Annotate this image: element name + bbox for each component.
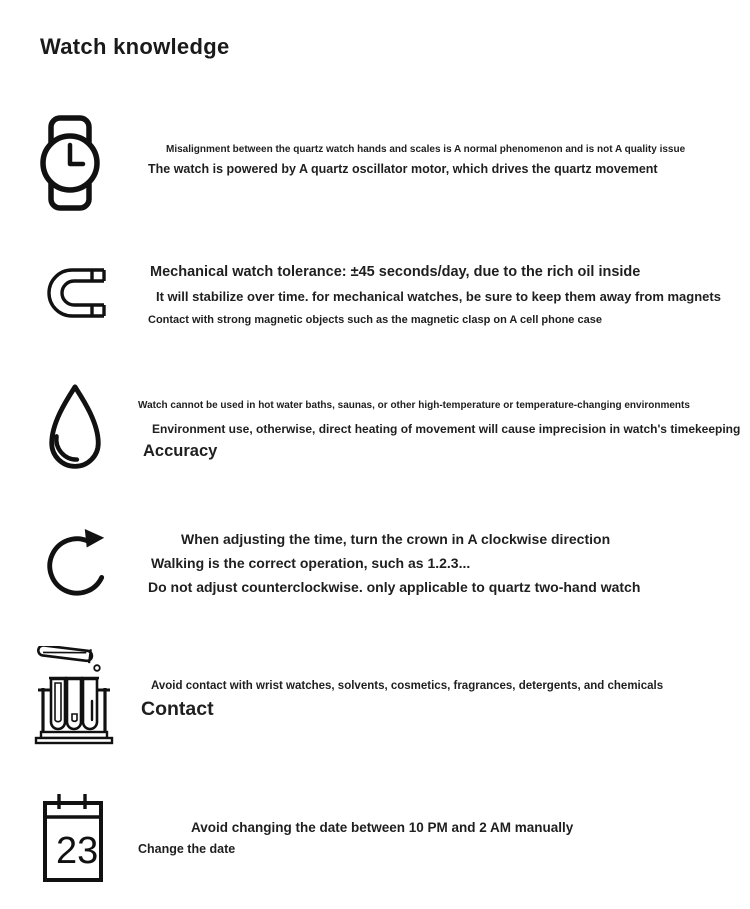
section-quartz-line-2: The watch is powered by A quartz oscillator motor, which drives the quartz movement (148, 162, 658, 176)
wristwatch-icon (37, 115, 103, 211)
page-title: Watch knowledge (40, 34, 230, 59)
section-contact-line-1: Avoid contact with wrist watches, solvents, cosmetics, fragrances, detergents, and chemicals (151, 680, 664, 692)
section-quartz-line-1: Misalignment between the quartz watch hands and scales is A normal phenomenon and is not A quality issue (166, 144, 686, 155)
section-accuracy-line-2: Environment use, otherwise, direct heating of movement will cause imprecision in watch's timekeeping (152, 422, 741, 436)
calendar-icon (42, 790, 104, 884)
test-tubes-icon (34, 646, 114, 746)
section-magnet-line-3: Contact with strong magnetic objects such as the magnetic clasp on A cell phone case (148, 314, 602, 326)
section-date-line-2: Change the date (138, 842, 236, 856)
section-adjust-line-1: When adjusting the time, turn the crown in A clockwise direction (181, 531, 611, 547)
section-accuracy-heading: Accuracy (143, 442, 218, 460)
section-accuracy-line-1: Watch cannot be used in hot water baths, saunas, or other high-temperature or temperature-changing environments (138, 400, 690, 411)
water-drop-icon (43, 381, 107, 480)
section-magnet-line-1: Mechanical watch tolerance: ±45 seconds/day, due to the rich oil inside (150, 264, 641, 280)
section-adjust-line-3: Do not adjust counterclockwise. only applicable to quartz two-hand watch (148, 579, 641, 595)
section-magnet-line-2: It will stabilize over time. for mechanical watches, be sure to keep them away from magnets (156, 289, 721, 304)
clockwise-arrow-icon (42, 524, 112, 604)
section-contact-heading: Contact (141, 698, 214, 720)
section-adjust-line-2: Walking is the correct operation, such as 1.2.3... (151, 555, 471, 571)
section-date-line-1: Avoid changing the date between 10 PM and 2 AM manually (191, 820, 574, 835)
calendar-day-number: 23 (56, 830, 99, 872)
magnet-icon (42, 264, 106, 322)
